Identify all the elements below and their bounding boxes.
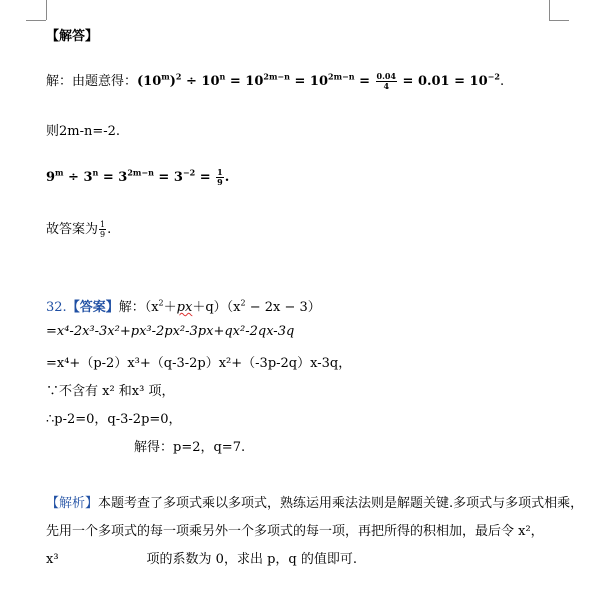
solution-32-line-5: ∴p-2=0，q-3-2p=0，: [46, 412, 182, 427]
problem-number: 32.: [46, 300, 67, 315]
analysis-line-3: x³ 项的系数为 0，求出 p，q 的值即可.: [46, 552, 357, 567]
crop-mark-top-left-horizontal: [26, 20, 46, 21]
solution-32-line-4: ∵不含有 x² 和x³ 项，: [46, 384, 175, 399]
solution-31-line-2: 则2m-n=-2.: [46, 124, 121, 139]
solution-31-line-4: 故答案为 $\frac{1}{9}$ .: [46, 220, 112, 239]
solution-31-line-1: 解：由题意得：$(10^m)^2 \div 10^n = 10^{2m-n} = 10^{2m-n}$ = $\frac{0.04}{4}$ = $0.01 = 10^{-2}$.: [46, 71, 505, 91]
crop-mark-top-right-vertical: [549, 0, 550, 20]
fraction: $\frac{0.04}{4}$: [376, 71, 396, 91]
answer-tag: 【答案】: [66, 300, 119, 315]
spellcheck-underlined-term: px: [176, 300, 193, 315]
solution-32-line-2: =x⁴-2x³-3x²+px³-2px²-3px+qx²-2qx-3q: [46, 324, 295, 339]
crop-mark-top-right-horizontal: [549, 20, 569, 21]
solution-32-line-1: 32.【答案】解：$(x^2+px+q)(x^2 - 2x - 3)$: [46, 298, 321, 315]
analysis-line-2: 先用一个多项式的每一项乘另外一个多项式的每一项，再把所得的积相加，最后令 x²，: [46, 524, 544, 539]
solution-31-line-3: $9^m \div 3^n = 3^{2m-n} = 3^{-2}$ = $\frac{1}{9}$ .: [46, 167, 230, 187]
solution-prefix: 解：由题意得：: [46, 74, 138, 89]
power-expression: $(10^m)^2 \div 10^n = 10^{2m-n} = 10^{2m-n}$ = $\frac{0.04}{4}$ = $0.01 = 10^{-2}$: [137, 71, 500, 91]
analysis-tag: 【解析】: [46, 496, 99, 511]
crop-mark-top-left-vertical: [46, 0, 47, 20]
analysis-line-1: 【解析】本题考查了多项式乘以多项式，熟练运用乘法法则是解题关键.多项式与多项式相乘，: [46, 496, 584, 511]
solution-32-line-3: =x⁴+（p-2）x³+（q-3-2p）x²+（-3p-2q）x-3q，: [46, 356, 352, 371]
fraction: $\frac{1}{9}$: [100, 220, 106, 239]
fraction: $\frac{1}{9}$: [217, 167, 223, 187]
solution-header: 【解答】: [46, 29, 99, 44]
solution-32-line-6: 解得：p=2，q=7.: [134, 440, 246, 455]
